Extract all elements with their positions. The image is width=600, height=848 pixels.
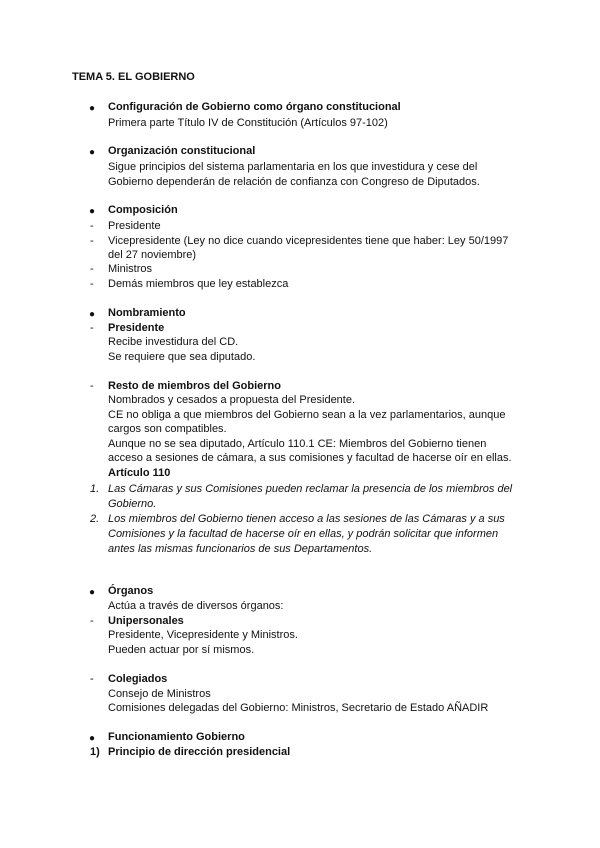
text-line: Se requiere que sea diputado. [108, 351, 256, 363]
quote-line: Las Cámaras y sus Comisiones pueden reclamar la presencia de los miembros del [108, 483, 513, 495]
dash-icon: - [90, 673, 94, 685]
heading-configuracion: Configuración de Gobierno como órgano constitucional [108, 101, 401, 113]
bullet-icon: ● [89, 147, 96, 158]
list-number: 2. [90, 513, 100, 525]
quote-line: Comisiones y la facultad de hacerse oír en ellas, y podrán solicitar que informen [108, 528, 499, 540]
subheading-presidente: Presidente [108, 322, 165, 334]
text-line: CE no obliga a que miembros del Gobierno sean a la vez parlamentarios, aunque [108, 409, 506, 421]
heading-organizacion: Organización constitucional [108, 145, 256, 157]
list-item: Vicepresidente (Ley no dice cuando vicepresidentes tiene que haber: Ley 50/1997 [108, 235, 509, 247]
text-line: Nombrados y cesados a propuesta del Presidente. [108, 394, 356, 406]
dash-icon: - [90, 220, 94, 232]
heading-organos: Órganos [108, 585, 154, 597]
subheading-articulo-110: Artículo 110 [108, 467, 171, 479]
dash-icon: - [90, 235, 94, 247]
dash-icon: - [90, 322, 94, 334]
text-line: Primera parte Título IV de Constitución (Artículos 97-102) [108, 117, 388, 129]
text-line: Comisiones delegadas del Gobierno: Ministros, Secretario de Estado AÑADIR [108, 702, 489, 714]
bullet-icon: ● [89, 733, 96, 744]
bullet-icon: ● [89, 587, 96, 598]
text-line: acceso a sesiones de cámara, a sus comisiones y facultad de hacerse oír en ellas. [108, 452, 512, 464]
bullet-icon: ● [89, 103, 96, 114]
list-number: 1) [90, 746, 100, 758]
list-item: Presidente [108, 220, 161, 232]
bullet-icon: ● [89, 206, 96, 217]
bullet-icon: ● [89, 309, 96, 320]
text-line: Actúa a través de diversos órganos: [108, 600, 284, 612]
text-line: Sigue principios del sistema parlamentaria en los que investidura y cese del [108, 161, 478, 173]
subheading-unipersonales: Unipersonales [108, 615, 184, 627]
page-title: TEMA 5. EL GOBIERNO [72, 71, 195, 83]
subheading-resto-miembros: Resto de miembros del Gobierno [108, 380, 281, 392]
quote-line: antes las mismas funcionarios de sus Departamentos. [108, 543, 373, 555]
dash-icon: - [90, 615, 94, 627]
text-line: Aunque no se sea diputado, Artículo 110.1 CE: Miembros del Gobierno tienen [108, 438, 487, 450]
list-item-continuation: del 27 noviembre) [108, 249, 197, 261]
text-line: Gobierno dependerán de relación de confianza con Congreso de Diputados. [108, 176, 480, 188]
list-item: Demás miembros que ley establezca [108, 278, 289, 290]
text-line: Presidente, Vicepresidente y Ministros. [108, 629, 298, 641]
heading-nombramiento: Nombramiento [108, 307, 186, 319]
text-line: cargos son compatibles. [108, 423, 227, 435]
subheading-direccion-presidencial: Principio de dirección presidencial [108, 746, 291, 758]
quote-line: Los miembros del Gobierno tienen acceso a las sesiones de las Cámaras y a sus [108, 513, 505, 525]
text-line: Pueden actuar por sí mismos. [108, 644, 255, 656]
text-line: Recibe investidura del CD. [108, 336, 239, 348]
dash-icon: - [90, 278, 94, 290]
list-item: Ministros [108, 263, 153, 275]
dash-icon: - [90, 263, 94, 275]
heading-composicion: Composición [108, 204, 178, 216]
dash-icon: - [90, 380, 94, 392]
list-number: 1. [90, 483, 100, 495]
subheading-colegiados: Colegiados [108, 673, 168, 685]
text-line: Consejo de Ministros [108, 688, 211, 700]
heading-funcionamiento: Funcionamiento Gobierno [108, 731, 245, 743]
quote-line: Gobierno. [108, 498, 157, 510]
